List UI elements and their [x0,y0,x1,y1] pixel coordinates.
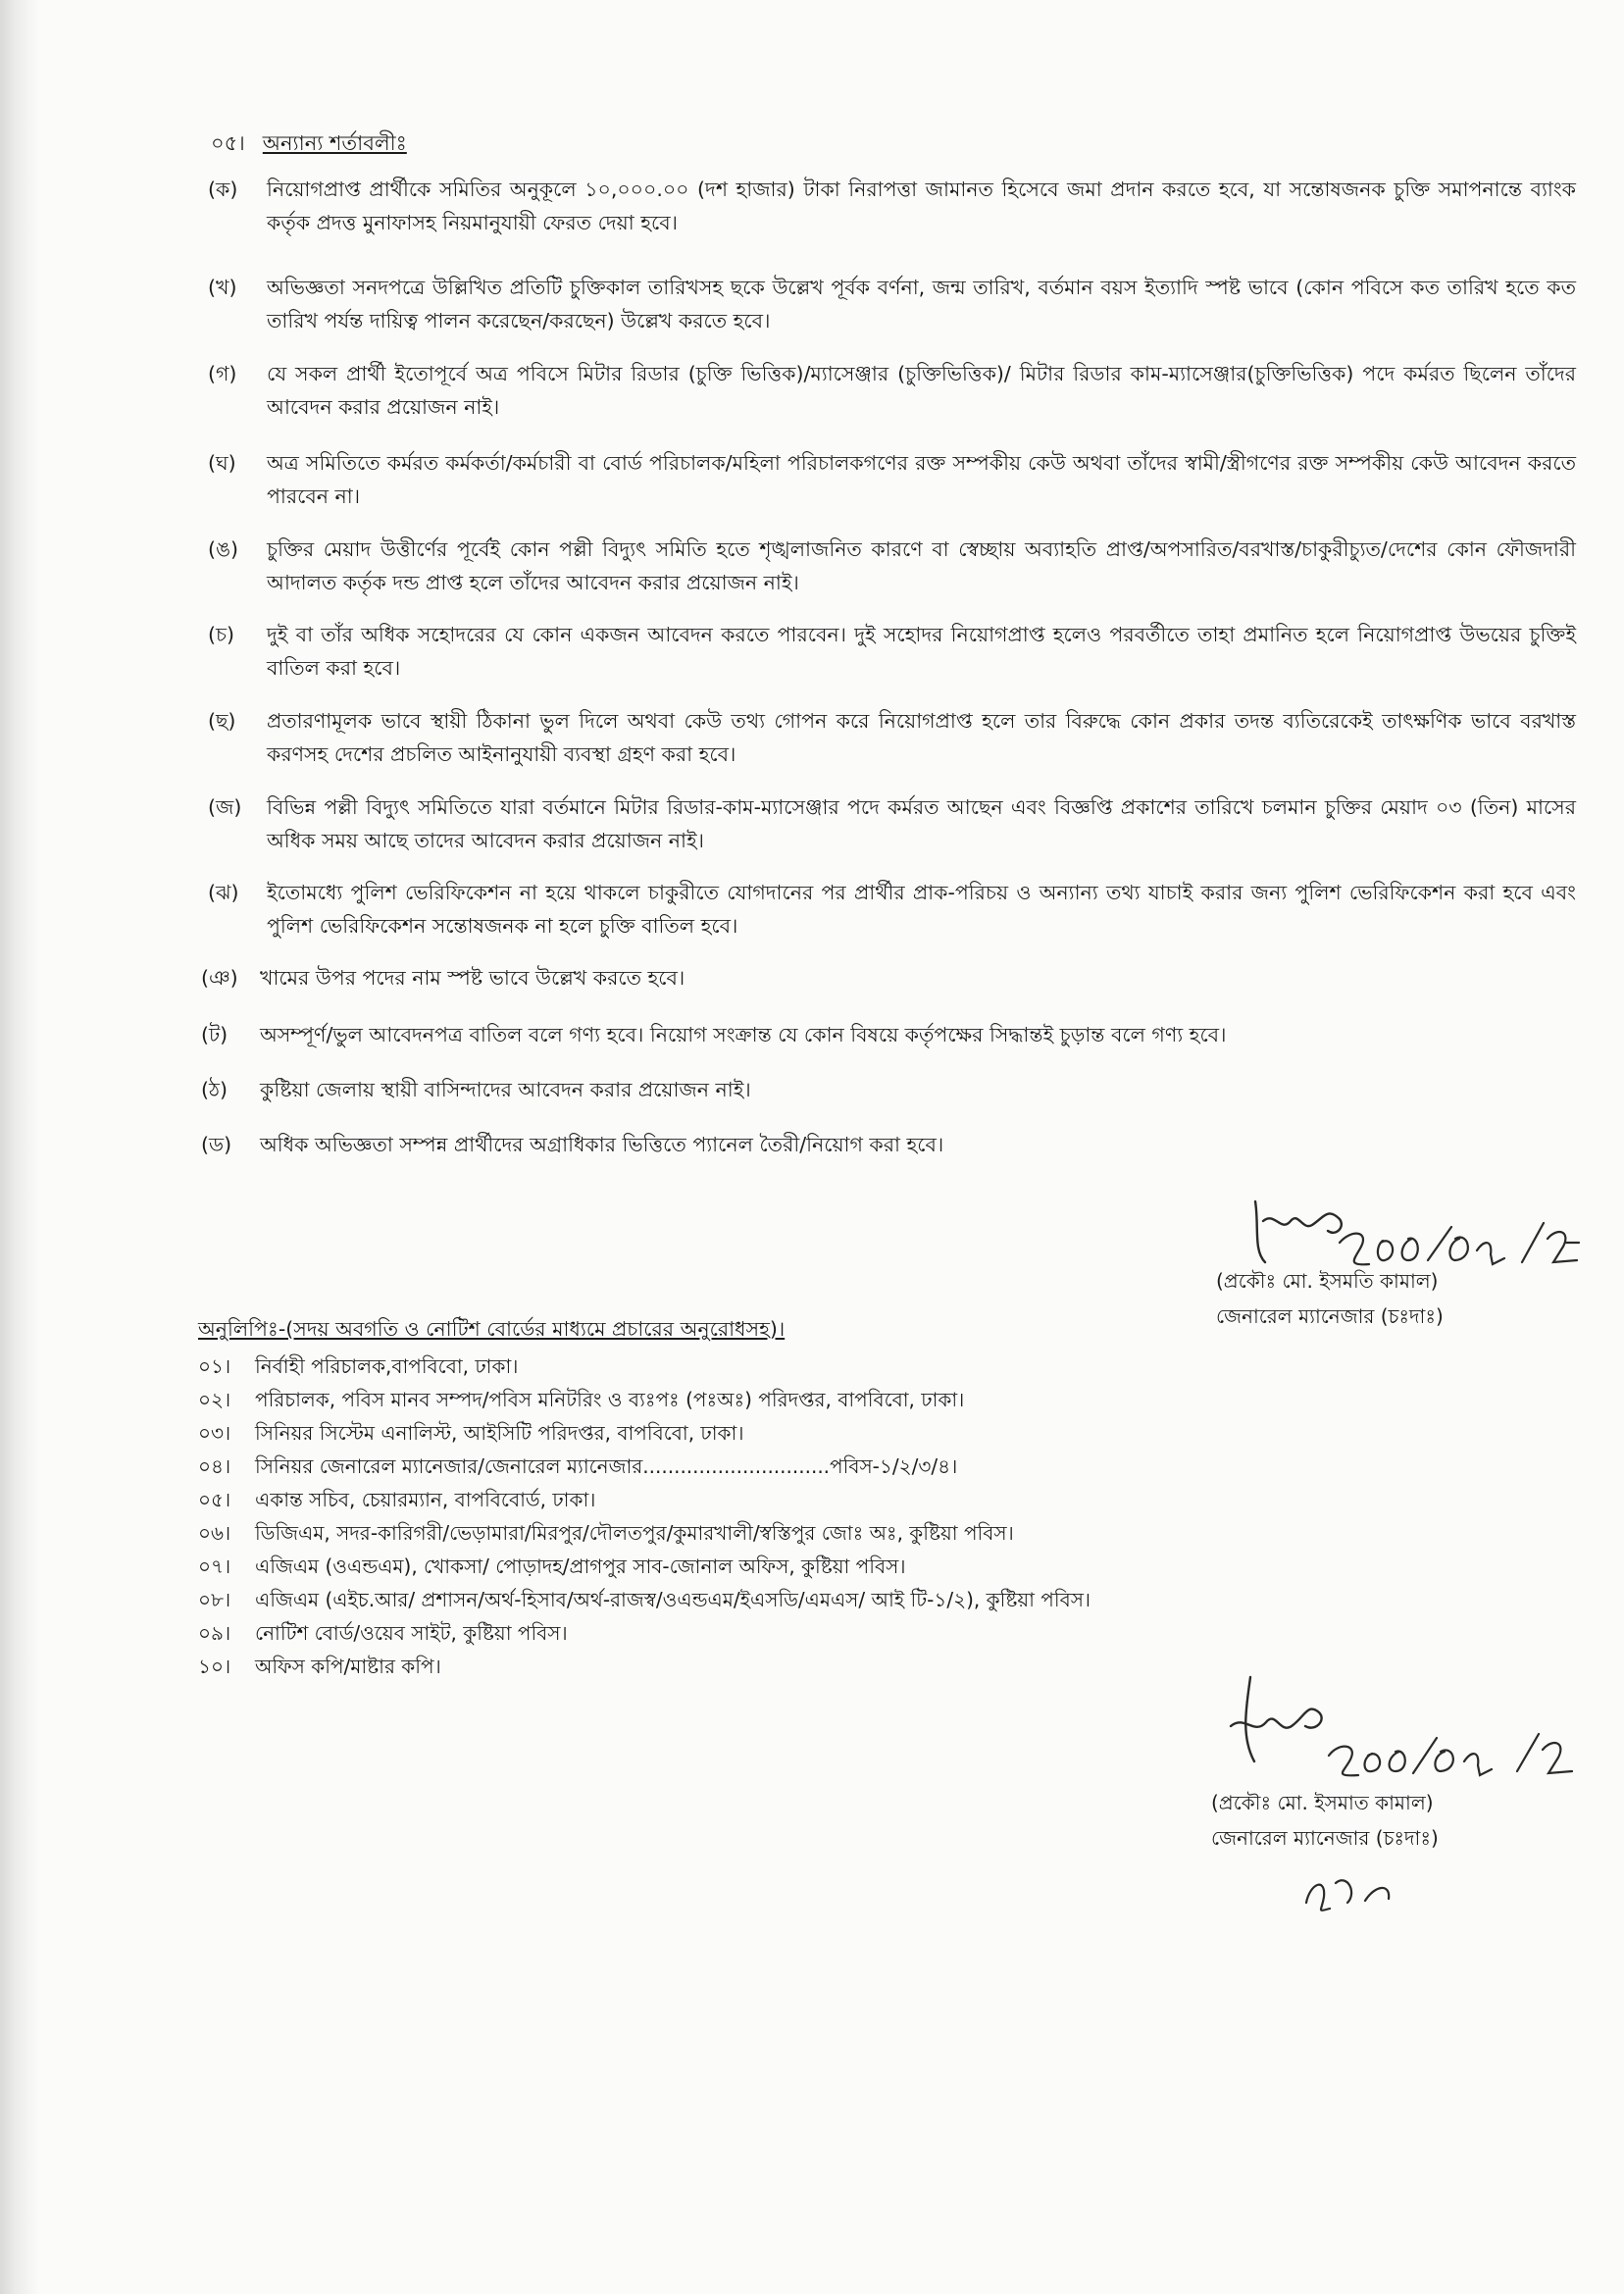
list-item: ০৯। নোটিশ বোর্ড/ওয়েব সাইট, কুষ্টিয়া পবিস। [198,1621,568,1645]
clause-text: অভিজ্ঞতা সনদপত্রে উল্লিখিত প্রতিটি চুক্তিকাল তারিখসহ ছকে উল্লেখ পূর্বক বর্ণনা, জন্ম তারিখ, বর্তমান বয়স ইত্যাদি স্পষ্ট ভাবে (কোন পবিসে কত তারিখ হতে কত তারিখ পর্যন্ত দায়িত্ব পালন করেছেন/করছেন) উল্লেখ করতে হবে। [267,276,1576,332]
clause-uma [208,533,1576,599]
clause-label: (চ) [208,623,235,646]
clause-ja [208,790,1576,857]
clause-label: (ঠ) [201,1078,228,1101]
section-title: অন্যান্য শর্তাবলীঃ [262,131,407,155]
clause-text: অসম্পূর্ণ/ভুল আবেদনপত্র বাতিল বলে গণ্য হবে। নিয়োগ সংক্রান্ত যে কোন বিষয়ে কর্তৃপক্ষের সিদ্ধান্তই চুড়ান্ত বলে গণ্য হবে। [260,1023,1227,1046]
clause-text: যে সকল প্রার্থী ইতোপূর্বে অত্র পবিসে মিটার রিডার (চুক্তি ভিত্তিক)/ম্যাসেঞ্জার (চুক্তিভিত্তিক)/ মিটার রিডার কাম-ম্যাসেঞ্জার(চুক্তিভিত্তিক) পদে কর্মরত ছিলেন তাঁদের আবেদন করার প্রয়োজন নাই। [267,362,1576,419]
page-binding-edge [0,0,39,2294]
signatory-name: (প্রকৌঃ মো. ইসমাত কামাল) [1211,1791,1434,1814]
clause-ka [208,173,1576,239]
list-item: ০১। নির্বাহী পরিচালক,বাপবিবো, ঢাকা। [198,1354,519,1378]
list-item: ০৩। সিনিয়র সিস্টেম এনালিস্ট, আইসিটি পরিদপ্তর, বাপবিবো, ঢাকা। [198,1421,744,1445]
list-item: ১০। অফিস কপি/মাষ্টার কপি। [198,1655,441,1678]
clause-text: প্রতারণামূলক ভাবে স্থায়ী ঠিকানা ভুল দিলে অথবা কেউ তথ্য গোপন করে নিয়োগপ্রাপ্ত হলে তার বিরুদ্ধে কোন প্রকার তদন্ত ব্যতিরেকেই তাৎক্ষণিক ভাবে বরখাস্ত করণসহ দেশের প্রচলিত আইনানুযায়ী ব্যবস্থা গ্রহণ করা হবে। [267,709,1576,766]
clause-label: (ঘ) [208,451,236,475]
clause-label: (ট) [201,1023,228,1046]
clause-text: অধিক অভিজ্ঞতা সম্পন্ন প্রার্থীদের অগ্রাধিকার ভিত্তিতে প্যানেল তৈরী/নিয়োগ করা হবে। [260,1133,944,1156]
clause-cha [208,618,1576,685]
section-number: ০৫। [211,131,245,155]
clause-text: অত্র সমিতিতে কর্মরত কর্মকর্তা/কর্মচারী বা বোর্ড পরিচালক/মহিলা পরিচালকগণের রক্ত সম্পকীয় কেউ অথবা তাঁদের স্বামী/স্ত্রীগণের রক্ত সম্পকীয় কেউ আবেদন করতে পারবেন না। [267,451,1576,508]
clause-ga [208,357,1576,424]
list-item: ০৮। এজিএম (এইচ.আর/ প্রশাসন/অর্থ-হিসাব/অর্থ-রাজস্ব/ওএন্ডএম/ইএসডি/এমএস/ আই টি-১/২), কুষ্টিয়া পবিস। [198,1588,1091,1611]
clause-text: কুষ্টিয়া জেলায় স্থায়ী বাসিন্দাদের আবেদন করার প্রয়োজন নাই। [260,1078,751,1101]
handwritten-initials [1296,1863,1404,1922]
section-heading [211,127,407,162]
signatory-designation: জেনারেল ম্যানেজার (চঃদাঃ) [1211,1826,1439,1850]
clause-ttha [201,1073,1569,1106]
clause-text: দুই বা তাঁর অধিক সহোদরের যে কোন একজন আবেদন করতে পারবেন। দুই সহোদর নিয়োগপ্রাপ্ত হলেও পরবর্তীতে তাহা প্রমানিত হলে নিয়োগপ্রাপ্ত উভয়ের চুক্তিই বাতিল করা হবে। [267,623,1576,680]
clause-text: বিভিন্ন পল্লী বিদ্যুৎ সমিতিতে যারা বর্তমানে মিটার রিডার-কাম-ম্যাসেঞ্জার পদে কর্মরত আছেন এবং বিজ্ঞপ্তি প্রকাশের তারিখে চলমান চুক্তির মেয়াদ ০৩ (তিন) মাসের অধিক সময় আছে তাদের আবেদন করার প্রয়োজন নাই। [267,795,1576,852]
clause-text: খামের উপর পদের নাম স্পষ্ট ভাবে উল্লেখ করতে হবে। [260,966,685,990]
clause-text: ইতোমধ্যে পুলিশ ভেরিফিকেশন না হয়ে থাকলে চাকুরীতে যোগদানের পর প্রার্থীর প্রাক-পরিচয় ও অন্যান্য তথ্য যাচাই করার জন্য পুলিশ ভেরিফিকেশন করা হবে এবং পুলিশ ভেরিফিকেশন সন্তোষজনক না হলে চুক্তি বাতিল হবে। [267,881,1576,938]
signatory-designation: জেনারেল ম্যানেজার (চঃদাঃ) [1216,1304,1444,1328]
list-item: ০৬। ডিজিএম, সদর-কারিগরী/ভেড়ামারা/মিরপুর/দৌলতপুর/কুমারখালী/স্বস্তিপুর জোঃ অঃ, কুষ্টিয়া পবিস। [198,1521,1014,1545]
clause-tta [201,1018,1569,1051]
list-item: ০২। পরিচালক, পবিস মানব সম্পদ/পবিস মনিটরিং ও ব্যঃপঃ (পঃঅঃ) পরিদপ্তর, বাপবিবো, ঢাকা। [198,1388,965,1411]
clause-label: (ক) [208,178,238,201]
clause-label: (ঝ) [208,881,239,904]
clause-nya [201,961,1569,994]
copy-distribution-heading: অনুলিপিঃ-(সদয় অবগতি ও নোটিশ বোর্ডের মাধ্যমে প্রচারের অনুরোধসহ)। [198,1317,786,1341]
list-item: ০৭। এজিএম (ওএন্ডএম), খোকসা/ পোড়াদহ/প্রাগপুর সাব-জোনাল অফিস, কুষ্টিয়া পবিস। [198,1555,906,1578]
clause-jha [208,876,1576,943]
clause-text: চুক্তির মেয়াদ উত্তীর্ণের পূর্বেই কোন পল্লী বিদ্যুৎ সমিতি হতে শৃঙ্খলাজনিত কারণে বা স্বেচ্ছায় অব্যাহতি প্রাপ্ত/অপসারিত/বরখাস্ত/চাকুরীচ্যুত/দেশের কোন ফৌজদারী আদালত কর্তৃক দন্ড প্রাপ্ত হলে তাঁদের আবেদন করার প্রয়োজন নাই। [267,537,1576,594]
clause-dda [201,1128,1569,1161]
clause-label: (খ) [208,276,237,299]
handwritten-signature-2 [1211,1667,1584,1805]
clause-chha [208,704,1576,771]
list-item: ০৫। একান্ত সচিব, চেয়ারম্যান, বাপবিবোর্ড, ঢাকা। [198,1488,596,1511]
clause-label: (ছ) [208,709,236,733]
copy-distribution-list [198,1350,1473,1683]
signatory-name: (প্রকৌঃ মো. ইসমতি কামাল) [1216,1269,1439,1293]
list-item: ০৪। সিনিয়র জেনারেল ম্যানেজার/জেনারেল ম্যানেজার..............................পবিস-১/২/৩/৪। [198,1454,958,1478]
clause-gha [208,446,1576,513]
clause-label: (গ) [208,362,237,385]
clause-label: (ঞ) [201,966,238,990]
clause-kha [208,271,1576,337]
signature-block-1 [1216,1263,1444,1334]
clause-label: (ড) [201,1133,232,1156]
clause-text: নিয়োগপ্রাপ্ত প্রার্থীকে সমিতির অনুকূলে ১০,০০০.০০ (দশ হাজার) টাকা নিরাপত্তা জামানত হিসেবে জমা প্রদান করতে হবে, যা সন্তোষজনক চুক্তি সমাপনান্তে ব্যাংক কর্তৃক প্রদত্ত মুনাফাসহ নিয়মানুযায়ী ফেরত দেয়া হবে। [267,178,1576,234]
clause-label: (জ) [208,795,242,819]
clause-label: (ঙ) [208,537,239,561]
signature-block-2 [1211,1785,1439,1856]
